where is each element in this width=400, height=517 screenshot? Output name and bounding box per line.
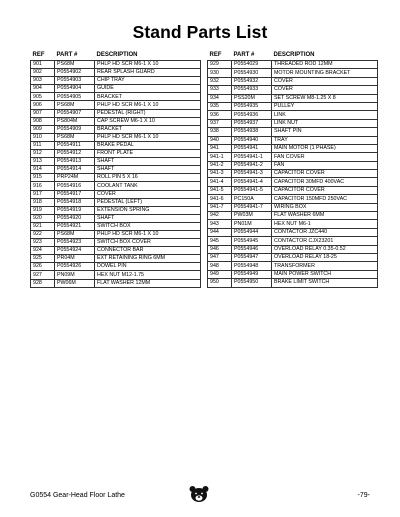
- part-number-cell: PW03M: [232, 212, 272, 220]
- description-cell: BRACKET: [95, 93, 201, 101]
- ref-cell: 947: [208, 253, 232, 261]
- part-number-cell: P0554946: [232, 245, 272, 253]
- part-number-cell: PRP24M: [55, 174, 95, 182]
- description-cell: FLAT WASHER 12MM: [95, 279, 201, 287]
- table-row: [208, 270, 378, 278]
- part-number-cell: P0554938: [232, 128, 272, 136]
- description-cell: WIRING BOX: [272, 203, 378, 211]
- description-cell: PULLEY: [272, 102, 378, 110]
- description-cell: FRONT PLATE: [95, 150, 201, 158]
- description-cell: EXTENSION SPRING: [95, 206, 201, 214]
- description-cell: OVERLOAD RELAY 0.35-0.52: [272, 245, 378, 253]
- part-number-cell: PR04M: [55, 255, 95, 263]
- description-cell: COVER: [272, 86, 378, 94]
- ref-cell: 944: [208, 228, 232, 236]
- description-cell: LINK: [272, 111, 378, 119]
- part-number-cell: P0554914: [55, 166, 95, 174]
- table-row: [208, 253, 378, 261]
- ref-cell: 922: [31, 230, 55, 238]
- ref-cell: 934: [208, 94, 232, 102]
- table-row: [31, 230, 201, 238]
- description-header: DESCRIPTION: [273, 52, 315, 58]
- table-row: [31, 93, 201, 101]
- ref-cell: 941-6: [208, 195, 232, 203]
- description-cell: EXT RETAINING RING 6MM: [95, 255, 201, 263]
- table-row: [208, 128, 378, 136]
- ref-cell: 914: [31, 166, 55, 174]
- ref-cell: 925: [31, 255, 55, 263]
- ref-cell: 923: [31, 239, 55, 247]
- description-cell: REAR SPLASH GUARD: [95, 69, 201, 77]
- description-cell: FAN COVER: [272, 153, 378, 161]
- ref-cell: 908: [31, 117, 55, 125]
- description-cell: HEX NUT M6-1: [272, 220, 378, 228]
- table-row: [31, 222, 201, 230]
- table-row: [208, 77, 378, 85]
- table-row: [31, 61, 201, 69]
- description-cell: GUIDE: [95, 85, 201, 93]
- ref-cell: 921: [31, 222, 55, 230]
- ref-cell: 918: [31, 198, 55, 206]
- part-number-cell: P0554932: [232, 77, 272, 85]
- parts-tables: [30, 51, 378, 288]
- part-number-cell: P0554947: [232, 253, 272, 261]
- ref-cell: 935: [208, 102, 232, 110]
- ref-cell: 941-4: [208, 178, 232, 186]
- parts-table-left: [30, 51, 201, 288]
- ref-cell: 920: [31, 214, 55, 222]
- description-cell: MOTOR MOUNTING BRACKET: [272, 69, 378, 77]
- description-cell: BRACKET: [95, 125, 201, 133]
- ref-cell: 904: [31, 85, 55, 93]
- description-cell: CONTACTOR CJX23201: [272, 237, 378, 245]
- table-row: [208, 61, 378, 69]
- description-cell: COOLANT TANK: [95, 182, 201, 190]
- ref-cell: 948: [208, 262, 232, 270]
- table-row: [208, 170, 378, 178]
- part-number-cell: P0554941: [232, 144, 272, 152]
- ref-cell: 938: [208, 128, 232, 136]
- ref-cell: 911: [31, 141, 55, 149]
- ref-cell: 930: [208, 69, 232, 77]
- description-cell: LINK NUT: [272, 119, 378, 127]
- table-row: [31, 247, 201, 255]
- table-row: [31, 271, 201, 279]
- part-number-cell: P0554904: [55, 85, 95, 93]
- description-cell: SET SCREW M8-1.25 X 8: [272, 94, 378, 102]
- ref-cell: 902: [31, 69, 55, 77]
- part-number-cell: P0554913: [55, 158, 95, 166]
- description-cell: PEDESTAL (LEFT): [95, 198, 201, 206]
- description-cell: CAP SCREW M6-1 X 10: [95, 117, 201, 125]
- table-row: [208, 144, 378, 152]
- description-cell: PHLP HD SCR M6-1 X 10: [95, 230, 201, 238]
- table-row: [31, 206, 201, 214]
- table-row: [208, 94, 378, 102]
- footer-manual-title: G0554 Gear-Head Floor Lathe: [30, 492, 125, 499]
- ref-cell: 929: [208, 61, 232, 69]
- part-number-cell: P0554941-5: [232, 186, 272, 194]
- part-number-cell: P0554926: [55, 263, 95, 271]
- ref-cell: 919: [31, 206, 55, 214]
- description-cell: DOWEL PIN: [95, 263, 201, 271]
- table-row: [31, 263, 201, 271]
- part-number-cell: P0554941-7: [232, 203, 272, 211]
- description-cell: PEDESTAL (RIGHT): [95, 109, 201, 117]
- part-number-cell: PC150A: [232, 195, 272, 203]
- description-cell: PHLP HD SCR M6-1 X 10: [95, 61, 201, 69]
- ref-cell: 905: [31, 93, 55, 101]
- part-number-cell: PW06M: [55, 279, 95, 287]
- part-number-cell: P0554912: [55, 150, 95, 158]
- description-cell: SWITCH BOX: [95, 222, 201, 230]
- ref-cell: 949: [208, 270, 232, 278]
- ref-cell: 941-1: [208, 153, 232, 161]
- description-cell: CAPACITOR COVER: [272, 170, 378, 178]
- ref-cell: 946: [208, 245, 232, 253]
- ref-cell: 950: [208, 279, 232, 287]
- table-row: [208, 111, 378, 119]
- part-number-cell: P0554948: [232, 262, 272, 270]
- table-row: [208, 153, 378, 161]
- part-number-cell: P0554944: [232, 228, 272, 236]
- ref-cell: 933: [208, 86, 232, 94]
- ref-cell: 924: [31, 247, 55, 255]
- part-number-cell: P0554907: [55, 109, 95, 117]
- ref-cell: 936: [208, 111, 232, 119]
- ref-cell: 913: [31, 158, 55, 166]
- ref-cell: 937: [208, 119, 232, 127]
- description-cell: COVER: [95, 190, 201, 198]
- ref-cell: 910: [31, 133, 55, 141]
- part-number-cell: P0554945: [232, 237, 272, 245]
- part-number-cell: PS68M: [55, 133, 95, 141]
- table-row: [208, 245, 378, 253]
- description-cell: COVER: [272, 77, 378, 85]
- part-number-cell: P0554916: [55, 182, 95, 190]
- ref-cell: 915: [31, 174, 55, 182]
- table-row: [208, 262, 378, 270]
- ref-cell: 903: [31, 77, 55, 85]
- table-row: [208, 203, 378, 211]
- part-number-cell: P0554935: [232, 102, 272, 110]
- table-row: [208, 69, 378, 77]
- ref-cell: 912: [31, 150, 55, 158]
- part-number-cell: P0554940: [232, 136, 272, 144]
- ref-cell: 907: [31, 109, 55, 117]
- table-row: [31, 214, 201, 222]
- parts-table-right: [207, 51, 378, 288]
- ref-cell: 941-5: [208, 186, 232, 194]
- ref-cell: 941-7: [208, 203, 232, 211]
- description-cell: BRAKE PEDAL: [95, 141, 201, 149]
- part-number-cell: PS68M: [55, 101, 95, 109]
- ref-cell: 940: [208, 136, 232, 144]
- table-row: [31, 174, 201, 182]
- part-header: PART #: [233, 52, 255, 58]
- description-cell: CAPACITOR 150MFD 250VAC: [272, 195, 378, 203]
- table-row: [208, 279, 378, 287]
- table-header-row: [31, 51, 201, 61]
- part-header: PART #: [56, 52, 78, 58]
- description-header: DESCRIPTION: [96, 52, 138, 58]
- description-cell: SWITCH BOX COVER: [95, 239, 201, 247]
- description-cell: CONNECTOR BAR: [95, 247, 201, 255]
- part-number-cell: P0554924: [55, 247, 95, 255]
- table-row: [208, 102, 378, 110]
- description-cell: CAPACITOR COVER: [272, 186, 378, 194]
- part-number-cell: P0554941-4: [232, 178, 272, 186]
- part-number-cell: P0554950: [232, 279, 272, 287]
- part-number-cell: P0554920: [55, 214, 95, 222]
- description-cell: PHLP HD SCR M6-1 X 10: [95, 101, 201, 109]
- table-row: [208, 161, 378, 169]
- table-row: [31, 198, 201, 206]
- description-cell: ROLL PIN 5 X 16: [95, 174, 201, 182]
- part-number-cell: P0554918: [55, 198, 95, 206]
- description-cell: CHIP TRAY: [95, 77, 201, 85]
- table-row: [208, 195, 378, 203]
- description-cell: FAN: [272, 161, 378, 169]
- table-row: [208, 220, 378, 228]
- part-number-cell: PS804M: [55, 117, 95, 125]
- table-row: [208, 119, 378, 127]
- ref-cell: 941-2: [208, 161, 232, 169]
- part-number-cell: PN09M: [55, 271, 95, 279]
- part-number-cell: P0554941-2: [232, 161, 272, 169]
- ref-cell: 943: [208, 220, 232, 228]
- part-number-cell: P0554917: [55, 190, 95, 198]
- table-row: [208, 178, 378, 186]
- page-number: -79-: [357, 492, 370, 499]
- ref-cell: 941-3: [208, 170, 232, 178]
- table-row: [31, 101, 201, 109]
- description-cell: TRAY: [272, 136, 378, 144]
- table-row: [31, 125, 201, 133]
- table-row: [31, 141, 201, 149]
- table-row: [31, 255, 201, 263]
- part-number-cell: P0554903: [55, 77, 95, 85]
- description-cell: SHAFT PIN: [272, 128, 378, 136]
- table-header-row: [208, 51, 378, 61]
- ref-cell: 909: [31, 125, 55, 133]
- ref-cell: 941: [208, 144, 232, 152]
- ref-cell: 917: [31, 190, 55, 198]
- table-row: [31, 133, 201, 141]
- table-row: [208, 136, 378, 144]
- description-cell: HEX NUT M12-1.75: [95, 271, 201, 279]
- ref-cell: 906: [31, 101, 55, 109]
- description-cell: THREADED ROD 12MM: [272, 61, 378, 69]
- table-row: [31, 150, 201, 158]
- table-row: [31, 109, 201, 117]
- description-cell: SHAFT: [95, 158, 201, 166]
- ref-cell: 926: [31, 263, 55, 271]
- table-row: [208, 86, 378, 94]
- part-number-cell: PS68M: [55, 230, 95, 238]
- table-row: [31, 69, 201, 77]
- description-cell: OVERLOAD RELAY 18-25: [272, 253, 378, 261]
- part-number-cell: P0554909: [55, 125, 95, 133]
- part-number-cell: P0554933: [232, 86, 272, 94]
- part-number-cell: PSS20M: [232, 94, 272, 102]
- part-number-cell: P0554936: [232, 111, 272, 119]
- description-cell: CONTACTOR JZC440: [272, 228, 378, 236]
- ref-cell: 942: [208, 212, 232, 220]
- page-title: Stand Parts List: [132, 22, 268, 42]
- ref-cell: 945: [208, 237, 232, 245]
- description-cell: SHAFT: [95, 214, 201, 222]
- part-number-cell: P0554937: [232, 119, 272, 127]
- table-row: [208, 186, 378, 194]
- table-row: [208, 228, 378, 236]
- grizzly-bear-logo-icon: [188, 485, 210, 503]
- table-row: [31, 279, 201, 287]
- description-cell: FLAT WASHER 6MM: [272, 212, 378, 220]
- description-cell: MAIN MOTOR (1 PHASE): [272, 144, 378, 152]
- ref-cell: 916: [31, 182, 55, 190]
- table-row: [31, 190, 201, 198]
- part-number-cell: PS68M: [55, 61, 95, 69]
- part-number-cell: P0554902: [55, 69, 95, 77]
- table-row: [31, 182, 201, 190]
- description-cell: PHLP HD SCR M6-1 X 10: [95, 133, 201, 141]
- table-row: [31, 85, 201, 93]
- ref-cell: 928: [31, 279, 55, 287]
- ref-header: REF: [32, 52, 45, 58]
- part-number-cell: P0554949: [232, 270, 272, 278]
- part-number-cell: P0554921: [55, 222, 95, 230]
- table-row: [31, 166, 201, 174]
- ref-header: REF: [209, 52, 222, 58]
- description-cell: TRANSFORMER: [272, 262, 378, 270]
- part-number-cell: P0554923: [55, 239, 95, 247]
- table-row: [31, 239, 201, 247]
- part-number-cell: P0554941-1: [232, 153, 272, 161]
- description-cell: SHAFT: [95, 166, 201, 174]
- part-number-cell: P0554930: [232, 69, 272, 77]
- description-cell: MAIN POWER SWITCH: [272, 270, 378, 278]
- part-number-cell: P0554905: [55, 93, 95, 101]
- part-number-cell: P0554941-3: [232, 170, 272, 178]
- table-row: [31, 117, 201, 125]
- part-number-cell: P0554911: [55, 141, 95, 149]
- part-number-cell: P0554919: [55, 206, 95, 214]
- table-row: [31, 77, 201, 85]
- description-cell: BRAKE LIMIT SWITCH: [272, 279, 378, 287]
- description-cell: CAPACITOR 30MFD 400VAC: [272, 178, 378, 186]
- table-row: [31, 158, 201, 166]
- table-row: [208, 212, 378, 220]
- ref-cell: 932: [208, 77, 232, 85]
- ref-cell: 927: [31, 271, 55, 279]
- part-number-cell: P0554029: [232, 61, 272, 69]
- ref-cell: 901: [31, 61, 55, 69]
- table-row: [208, 237, 378, 245]
- part-number-cell: PN01M: [232, 220, 272, 228]
